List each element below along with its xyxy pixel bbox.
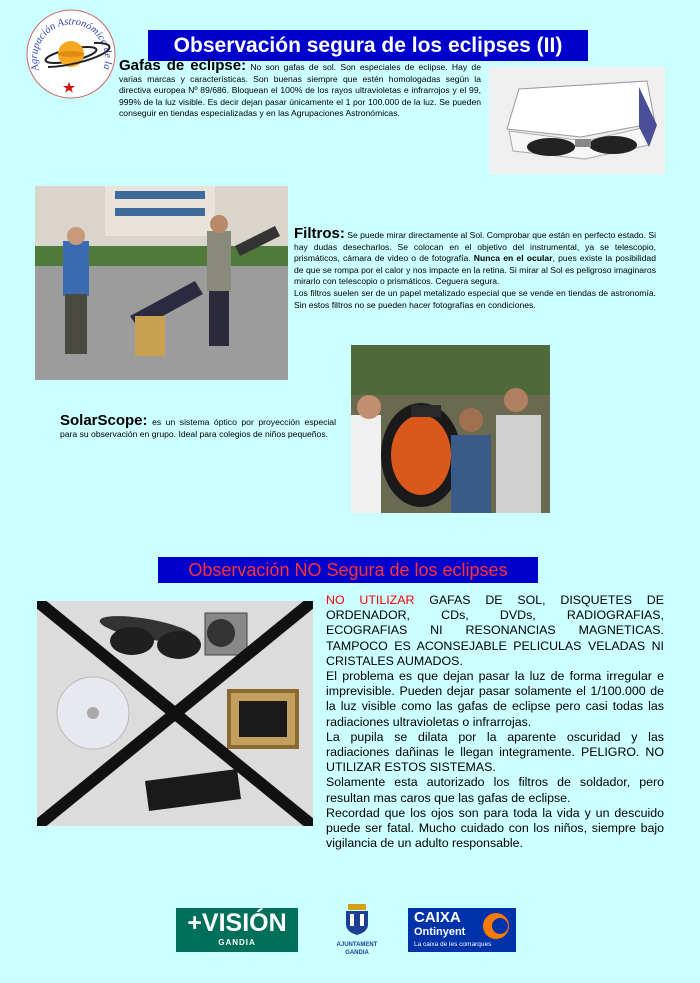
- eclipse-glasses-photo: [489, 67, 665, 174]
- filtros-heading: Filtros:: [294, 225, 345, 242]
- caixa-emblem-icon: [482, 912, 510, 940]
- ajuntament-gandia-logo: [332, 902, 382, 960]
- ajuntament-label-2: GANDIA: [345, 950, 369, 956]
- filtros-body-bold: Nunca en el ocular: [473, 253, 553, 264]
- filtros-section-text: [294, 225, 656, 311]
- vision-logo-small: GANDIA: [218, 938, 256, 947]
- unsafe-lead: [326, 593, 664, 669]
- filtros-body-3: Los filtros suelen ser de un papel metalizado especial que se vende en tiendas de astronomía. Sin estos filtros no se pueden hacer fotografías en condiciones.: [294, 287, 656, 310]
- logo-text: Agrupación Astronómica de la: [28, 16, 114, 73]
- unsafe-paragraph-3: La pupila se dilata por la aparente oscuridad y las radiaciones dañinas le llegan integramente. PELIGRO. NO UTILIZAR ESTOS SISTEMAS.: [326, 729, 664, 775]
- solarscope-photo: [351, 345, 550, 513]
- astronomy-association-logo: [25, 8, 117, 100]
- unsafe-lead-red: NO UTILIZAR: [326, 593, 415, 607]
- telescope-filter-photo: [35, 186, 288, 380]
- gafas-heading: Gafas de eclipse:: [119, 57, 247, 74]
- unsafe-items-photo: [37, 601, 313, 826]
- caixa-ontinyent-logo: [408, 908, 516, 952]
- solarscope-heading: SolarScope:: [60, 412, 148, 429]
- caixa-label-3: La caixa de les comarques: [414, 941, 492, 948]
- unsafe-observation-text: [326, 593, 664, 851]
- filtros-body-1: Se puede mirar directamente al Sol. Comprobar que están en perfecto estado. Si hay dudas desecharlos. Se colocan en el objetivo del instrumental, ya se telescopio, prismáticos, cámara de video o de fotografía.: [294, 230, 656, 264]
- solarscope-section-text: [60, 412, 336, 440]
- vision-logo-big: +VISIÓN: [187, 909, 287, 937]
- unsafe-paragraph-2: El problema es que dejan pasar la luz de forma irregular e imprevisible. Pueden dejar pasar solamente el 1/100.000 de la luz visible como las gafas de eclipse pero casi todas las radiaciones ultravioletas o infrarrojas.: [326, 669, 664, 729]
- gafas-body: No son gafas de sol. Son especiales de eclipse. Hay de varias marcas y características. Son buenas siempre que estén homologadas según la directiva europea Nº 89/686. Bloquean el 100% de los rayos ultravioletas e infrarrojos y el 99, 999% de la luz visible. Es decir dejan pasar únicamente el 1 por 100.000 de la luz. Se pueden conseguir en tiendas especializadas y en las Agrupaciones Astronómicas.: [119, 62, 481, 119]
- caixa-label-1: CAIXA: [414, 909, 461, 926]
- solarscope-body: es un sistema óptico por proyección especial para su observación en grupo. Ideal para colegios de niños pequeños.: [60, 417, 336, 439]
- unsafe-observation-title: Observación NO Segura de los eclipses: [158, 557, 538, 583]
- coat-of-arms-icon: [344, 902, 370, 936]
- unsafe-paragraph-4: Solamente esta autorizado los filtros de soldador, pero resultan mas caros que las gafas de eclipse.: [326, 775, 664, 805]
- vision-gandia-logo: [176, 908, 298, 952]
- unsafe-lead-rest: GAFAS DE SOL, DISQUETES DE ORDENADOR, CDs, DVDs, RADIOGRAFIAS, ECOGRAFIAS NI RESONANCIAS MAGNETICAS. TAMPOCO ES ACONSEJABLE PELICULAS VELADAS NI CRISTALES AUMADOS.: [326, 593, 664, 668]
- page-title: Observación segura de los eclipses (II): [148, 30, 588, 61]
- filtros-body-2: , pues existe la posibilidad de que se rompa por el calor y nos impacte en la retina. Si mirar al Sol es peligroso imaginaros mirarlo con telescopio o prismáticos. Ceguera segura.: [294, 253, 656, 287]
- ajuntament-label-1: AJUNTAMENT: [336, 942, 378, 948]
- caixa-label-2: Ontinyent: [414, 926, 466, 938]
- gafas-section-text: [119, 57, 481, 120]
- unsafe-paragraph-5: Recordad que los ojos son para toda la vida y un descuido puede ser fatal. Mucho cuidado con los niños, siempre bajo vigilancia de un adulto responsable.: [326, 805, 664, 851]
